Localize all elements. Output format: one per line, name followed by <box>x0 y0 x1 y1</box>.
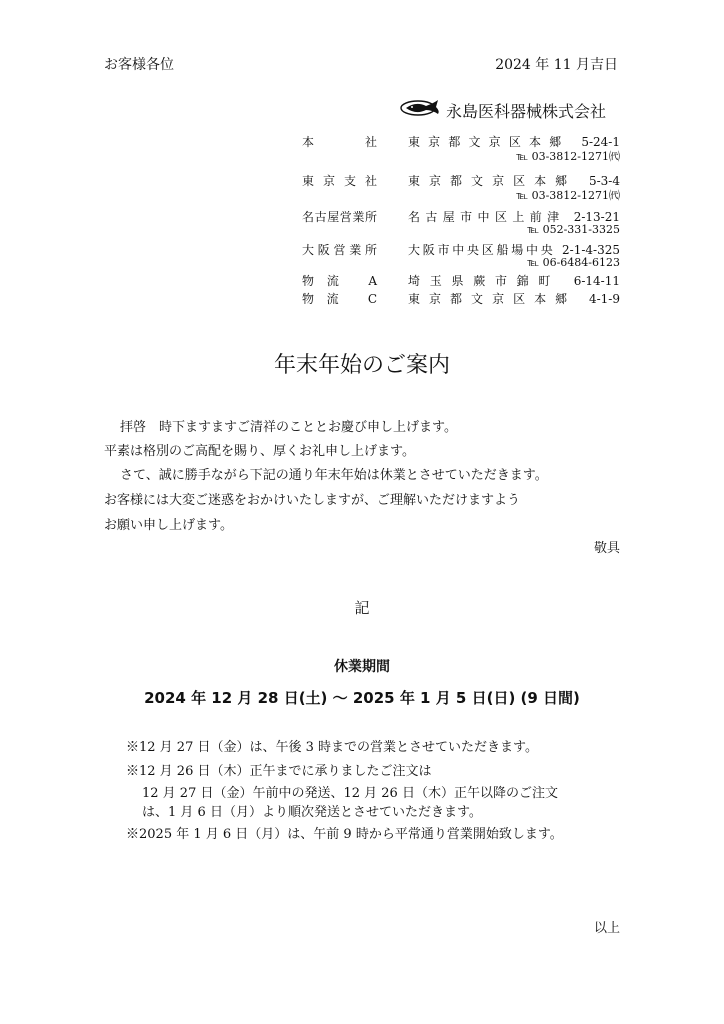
body-line: さて、誠に勝手ながら下記の通り年末年始は休業とさせていただきます。 <box>120 468 548 483</box>
whale-logo-icon <box>398 97 442 119</box>
office-label: 物流 C <box>302 292 377 306</box>
office-address: 名古屋市中区上前津 2-13-21 <box>408 210 620 224</box>
holiday-heading: 休業期間 <box>334 659 390 675</box>
office-label: 名古屋営業所 <box>302 210 377 224</box>
office-tel: ℡ 03-3812-1271㈹ <box>516 189 620 202</box>
office-address: 東京都文京区本郷 5-3-4 <box>408 174 620 188</box>
recipient: お客様各位 <box>104 57 174 73</box>
office-address: 大阪市中央区船場中央 2-1-4-325 <box>408 243 620 257</box>
office-tel: ℡ 06-6484-6123 <box>527 256 620 269</box>
office-label: 本 社 <box>302 135 377 149</box>
company-name: 永島医科器械株式会社 <box>446 102 607 121</box>
note-line: ※2025 年 1 月 6 日（月）は、午前 9 時から平常通り営業開始致します。 <box>126 827 563 842</box>
greeting-line: 拝啓 時下ますますご清祥のこととお慶び申し上げます。 <box>120 420 457 435</box>
note-line: 12 月 27 日（金）午前中の発送、12 月 26 日（木）正午以降のご注文 <box>142 786 558 801</box>
office-label: 東京支社 <box>302 174 377 188</box>
closing-keigu: 敬具 <box>593 541 620 556</box>
note-line: ※12 月 26 日（木）正午までに承りましたご注文は <box>126 764 432 779</box>
holiday-period: 2024 年 12 月 28 日(土) ～ 2025 年 1 月 5 日(日) (9 日間) <box>144 689 580 707</box>
page-title: 年末年始のご案内 <box>273 353 450 378</box>
body-line: お客様には大変ご迷惑をおかけいたしますが、ご理解いただけますよう <box>104 493 521 508</box>
office-tel: ℡ 03-3812-1271㈹ <box>516 150 620 163</box>
office-tel: ℡ 052-331-3325 <box>527 223 620 236</box>
office-label: 物流 A <box>302 274 377 288</box>
ki-heading: 記 <box>354 599 370 617</box>
office-address: 東京都文京区本郷 5-24-1 <box>408 135 620 149</box>
note-line: は、1 月 6 日（月）より順次発送とさせていただきます。 <box>142 805 482 820</box>
office-label: 大阪営業所 <box>302 243 377 257</box>
office-address: 埼玉県蕨市錦町 6-14-11 <box>408 274 620 288</box>
closing-ijou: 以上 <box>593 921 620 936</box>
body-line: お願い申し上げます。 <box>104 518 233 533</box>
company-logo <box>398 97 442 119</box>
body-line: 平素は格別のご高配を賜り、厚くお礼申し上げます。 <box>104 444 415 459</box>
issue-date: 2024 年 11 月吉日 <box>495 57 618 73</box>
office-address: 東京都文京区本郷 4-1-9 <box>408 292 620 306</box>
note-line: ※12 月 27 日（金）は、午後 3 時までの営業とさせていただきます。 <box>126 740 538 755</box>
